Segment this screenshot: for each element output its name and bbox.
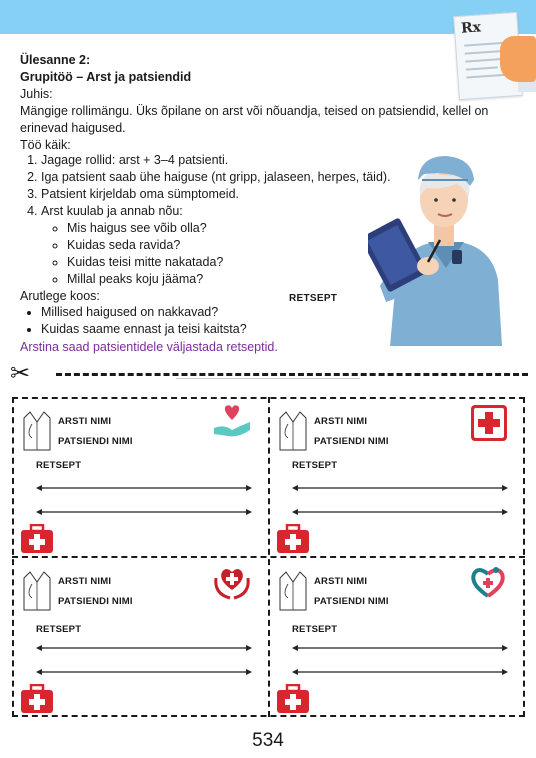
note-text: Arstina saad patsientidele väljastada retseptid.	[20, 340, 278, 354]
first-aid-kit-icon	[276, 524, 310, 554]
write-line-arrow	[36, 508, 252, 516]
step-item: 2. Iga patsient saab ühe haiguse (nt gripp, jalaseen, herpes, täid).	[41, 169, 391, 186]
question-item: ◦ Mis haigus see võib olla?	[67, 220, 391, 237]
step-item: 1. Jagage rollid: arst + 3–4 patsienti.	[41, 152, 391, 169]
grid-horizontal-divider	[12, 556, 525, 558]
cut-line	[56, 373, 528, 376]
patient-name-label: PATSIENDI NIMI	[58, 596, 133, 607]
discuss-item: • Kuidas saame ennast ja teisi kaitsta?	[41, 321, 247, 338]
task-title: Ülesanne 2:	[20, 53, 91, 67]
patient-name-label: PATSIENDI NIMI	[314, 436, 389, 447]
steps-label: Töö käik:	[20, 138, 71, 152]
scissors-icon: ✂	[10, 360, 31, 387]
write-line-arrow	[36, 644, 252, 652]
step-item-text: Arst kuulab ja annab nõu:	[41, 204, 183, 218]
write-line-arrow	[292, 668, 508, 676]
red-cross-icon	[470, 404, 508, 442]
question-item: ◦ Millal peaks koju jääma?	[67, 271, 391, 288]
recipe-label: RETSEPT	[36, 460, 82, 471]
instructions-text: Mängige rollimängu. Üks õpilane on arst või nõuandja, teised on patsiendid, kellel on erinevad haigused.	[20, 104, 489, 135]
rx-symbol: Rx	[460, 19, 482, 37]
step-item	[41, 203, 391, 288]
recipe-label: RETSEPT	[36, 624, 82, 635]
recipe-label: RETSEPT	[292, 624, 338, 635]
task-subtitle: Grupitöö – Arst ja patsiendid	[20, 70, 192, 84]
question-item: ◦ Kuidas seda ravida?	[67, 237, 391, 254]
lab-coat-icon	[22, 408, 52, 452]
write-line-arrow	[292, 644, 508, 652]
heart-people-icon	[468, 564, 508, 600]
question-item: ◦ Kuidas teisi mitte nakatada?	[67, 254, 391, 271]
hand-graphic	[500, 36, 536, 82]
lab-coat-icon	[22, 568, 52, 612]
lab-coat-icon	[278, 568, 308, 612]
page-number: 534	[252, 730, 284, 751]
doctor-name-label: ARSTI NIMI	[58, 416, 112, 427]
prescription-card	[270, 400, 522, 556]
discuss-item: • Millised haigused on nakkavad?	[41, 304, 247, 321]
questions-list	[41, 220, 391, 288]
patient-name-label: PATSIENDI NIMI	[314, 596, 389, 607]
instructions-label: Juhis:	[20, 87, 53, 101]
prescription-card	[14, 560, 266, 716]
first-aid-kit-icon	[20, 524, 54, 554]
recipe-label: RETSEPT	[292, 460, 338, 471]
prescription-card	[14, 400, 266, 556]
discuss-list	[20, 304, 247, 338]
write-line-arrow	[36, 668, 252, 676]
first-aid-kit-icon	[20, 684, 54, 714]
doctor-name-label: ARSTI NIMI	[58, 576, 112, 587]
discuss-label: Arutlege koos:	[20, 289, 100, 303]
step-item: 3. Patsient kirjeldab oma sümptomeid.	[41, 186, 391, 203]
heart-hand-icon	[212, 404, 252, 440]
steps-list	[20, 152, 391, 288]
lab-coat-icon	[278, 408, 308, 452]
prescription-card	[270, 560, 522, 716]
heart-cross-hands-icon	[212, 564, 252, 600]
floating-retsept-label: RETSEPT	[289, 293, 338, 304]
divider-line	[176, 378, 360, 379]
write-line-arrow	[36, 484, 252, 492]
first-aid-kit-icon	[276, 684, 310, 714]
patient-name-label: PATSIENDI NIMI	[58, 436, 133, 447]
doctor-illustration	[368, 150, 508, 346]
doctor-name-label: ARSTI NIMI	[314, 576, 368, 587]
doctor-name-label: ARSTI NIMI	[314, 416, 368, 427]
write-line-arrow	[292, 508, 508, 516]
write-line-arrow	[292, 484, 508, 492]
